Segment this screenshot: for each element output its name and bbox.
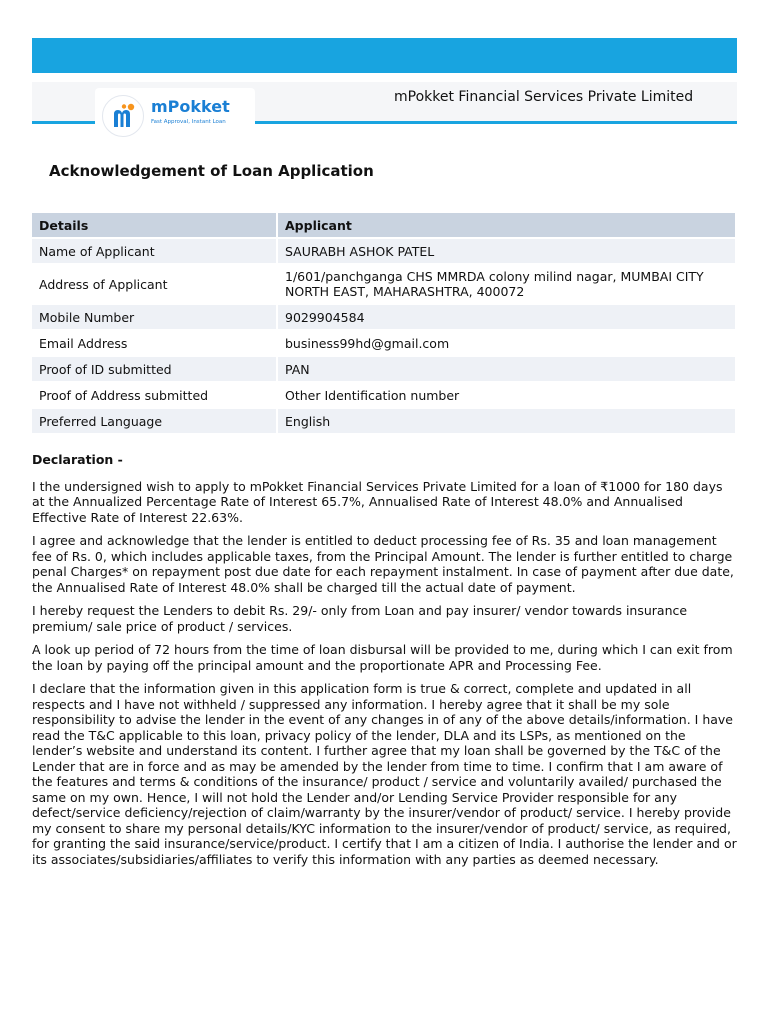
row-label: Name of Applicant — [32, 239, 278, 263]
row-value: English — [278, 409, 735, 433]
row-label: Email Address — [32, 331, 278, 355]
declaration-paragraph: I declare that the information given in this application form is true & correct, complete and updated in all respects and I have not withheld / suppressed any information. I hereby agree that it shall be my sole responsibility to advise the lender in the event of any changes in of any of the above details/information. I have read the T&C applicable to this loan, privacy policy of the lender, DLA and its LSPs, as mentioned on the lender’s website and understand its content. I further agree that my loan shall be governed by the T&C of the Lender that are in force and as may be amended by the lender from time to time. I confirm that I am aware of the features and terms & conditions of the insurance/ product / service and voluntarily availed/ purchased the same on my own. Hence, I will not hold the Lender and/or Lending Service Provider responsible for any defect/service deficiency/rejection of claim/warranty by the insurer/vendor of product/ service. I hereby provide my consent to share my personal details/KYC information to the insurer/vendor of product/ service, as required, for granting the said insurance/service/product. I certify that I am a citizen of India. I authorise the lender and or its associates/subsidiaries/affiliates to verify this information with any parties as deemed necessary. — [32, 681, 737, 867]
table-row — [32, 265, 735, 303]
header-accent-band — [32, 38, 737, 73]
table-row — [32, 383, 735, 407]
row-label: Address of Applicant — [32, 265, 278, 303]
table-row — [32, 357, 735, 381]
table-row — [32, 305, 735, 329]
declaration-heading: Declaration - — [32, 452, 123, 467]
declaration-section — [32, 452, 738, 875]
mpokket-logo-icon — [102, 95, 144, 137]
table-row — [32, 409, 735, 433]
column-header-details: Details — [32, 213, 278, 237]
row-label: Mobile Number — [32, 305, 278, 329]
row-value: SAURABH ASHOK PATEL — [278, 239, 735, 263]
row-label: Proof of ID submitted — [32, 357, 278, 381]
row-value: PAN — [278, 357, 735, 381]
brand-name: mPokket — [151, 97, 230, 116]
row-value: 9029904584 — [278, 305, 735, 329]
page-title: Acknowledgement of Loan Application — [49, 162, 374, 180]
company-name: mPokket Financial Services Private Limited — [394, 89, 694, 105]
declaration-paragraph: A look up period of 72 hours from the time of loan disbursal will be provided to me, during which I can exit from the loan by paying off the principal amount and the proportionate APR and Processing Fee. — [32, 642, 733, 673]
row-label: Proof of Address submitted — [32, 383, 278, 407]
table-row — [32, 331, 735, 355]
applicant-details-table — [32, 211, 735, 435]
table-row — [32, 239, 735, 263]
column-header-applicant: Applicant — [278, 213, 735, 237]
row-label: Preferred Language — [32, 409, 278, 433]
table-header-row — [32, 213, 735, 237]
brand-tagline: Fast Approval, Instant Loan — [151, 119, 226, 125]
row-value: business99hd@gmail.com — [278, 331, 735, 355]
row-value: Other Identification number — [278, 383, 735, 407]
row-value: 1/601/panchganga CHS MMRDA colony milind nagar, MUMBAI CITY NORTH EAST, MAHARASHTRA, 400072 — [278, 265, 735, 303]
declaration-paragraph: I the undersigned wish to apply to mPokket Financial Services Private Limited for a loan of ₹1000 for 180 days at the Annualized Percentage Rate of Interest 65.7%, Annualised Rate of Interest 48.0% and Annualised Effective Rate of Interest 22.63%. — [32, 478, 723, 525]
declaration-paragraph: I hereby request the Lenders to debit Rs. 29/- only from Loan and pay insurer/ vendor towards insurance premium/ sale price of product / services. — [32, 603, 688, 634]
declaration-paragraph: I agree and acknowledge that the lender is entitled to deduct processing fee of Rs. 35 and loan management fee of Rs. 0, which includes applicable taxes, from the Principal Amount. The lender is further entitled to charge penal Charges* on repayment post due date for each repayment instalment. In case of payment after due date, the Annualised Rate of Interest 48.0% shall be charged till the actual date of payment. — [32, 533, 734, 595]
